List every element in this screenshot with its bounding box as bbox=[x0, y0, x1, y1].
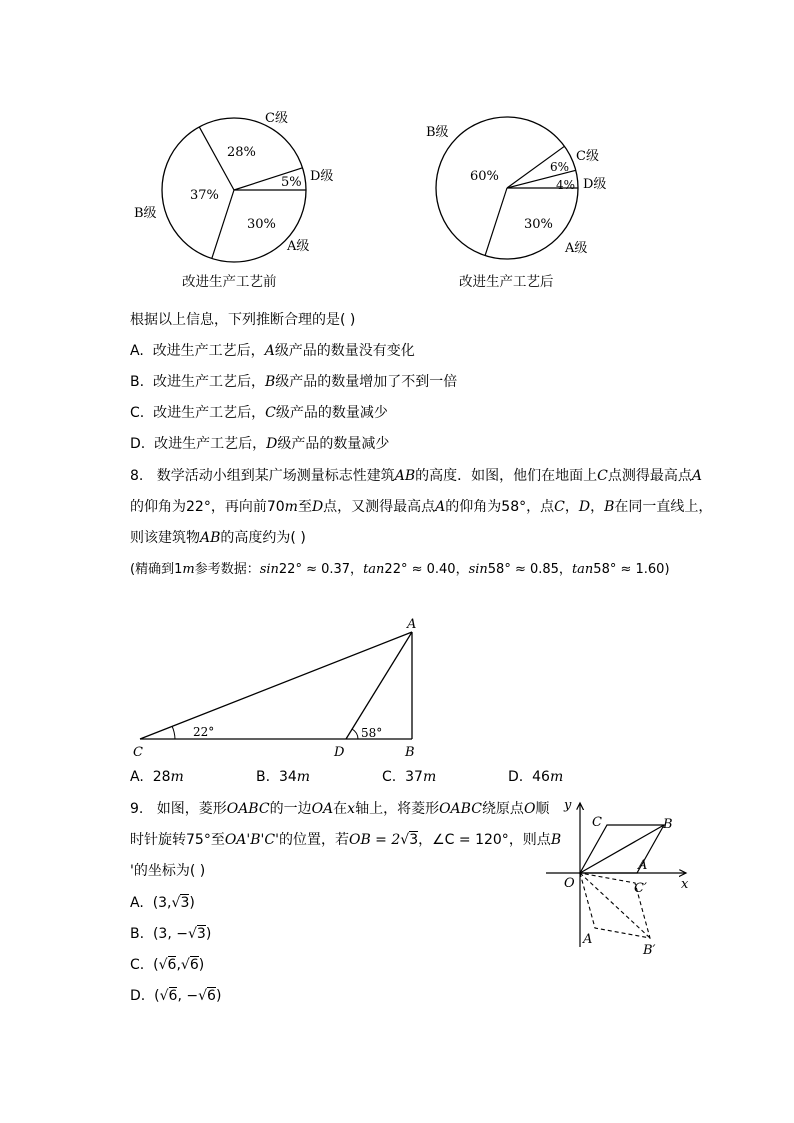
q9-rhombus-figure bbox=[540, 795, 700, 965]
num: 70 bbox=[266, 499, 285, 515]
text: 数学活动小组到某广场测量标志性建筑 bbox=[156, 468, 395, 484]
var: A bbox=[691, 468, 702, 484]
option-value: 34 bbox=[278, 769, 297, 785]
q8-line-1 bbox=[130, 466, 702, 486]
point-label-c: C bbox=[592, 815, 602, 830]
var: AB bbox=[394, 468, 416, 484]
text: ，则点 bbox=[508, 832, 551, 848]
q8-option-b bbox=[256, 767, 310, 787]
var: D bbox=[578, 499, 591, 515]
q7-stem: 根据以上信息，下列推断合理的是( ) bbox=[130, 312, 356, 328]
option-text-tail: 级产品的数量减少 bbox=[275, 405, 388, 421]
expr: OB = 2 bbox=[348, 832, 401, 848]
option-unit: m bbox=[549, 769, 564, 785]
pie-after-label-d: D级 bbox=[583, 177, 607, 192]
q7-option-b bbox=[130, 372, 457, 392]
sqrt-sign: √ bbox=[159, 988, 169, 1004]
sqrt-sign: √ bbox=[198, 988, 208, 1004]
text: (精确到 bbox=[130, 562, 175, 577]
var: O bbox=[523, 801, 536, 817]
option-value: 37 bbox=[405, 769, 423, 785]
q7-option-d bbox=[130, 434, 389, 454]
text: 至 bbox=[210, 832, 225, 848]
q9-option-d bbox=[130, 986, 221, 1006]
q9-line-1 bbox=[130, 799, 549, 819]
num: 58° bbox=[501, 499, 527, 515]
option-key: B. bbox=[130, 374, 145, 390]
radicand: 6 bbox=[168, 988, 178, 1004]
radicand: 3 bbox=[196, 926, 206, 942]
text: 的位置，若 bbox=[278, 832, 349, 848]
radicand: 6 bbox=[167, 957, 177, 973]
option-end: ) bbox=[198, 957, 205, 973]
var: D bbox=[311, 499, 324, 515]
sqrt-sign: √ bbox=[171, 895, 181, 911]
q9-option-c bbox=[130, 955, 204, 975]
pie-before-pct-b: 37% bbox=[190, 188, 219, 203]
text: ，点 bbox=[526, 499, 555, 515]
option-text-tail: 级产品的数量没有变化 bbox=[274, 343, 415, 359]
option-text: 改进生产工艺后， bbox=[153, 405, 266, 421]
question-number: 8. bbox=[130, 468, 144, 484]
angle-arc-d bbox=[352, 729, 358, 739]
pie-after-caption: 改进生产工艺后 bbox=[459, 274, 554, 290]
point-label-b: B bbox=[663, 817, 673, 832]
q8-option-c bbox=[382, 767, 436, 787]
text: 的高度．如图，他们在地面上 bbox=[415, 468, 598, 484]
option-text: ( bbox=[153, 957, 159, 973]
var: OABC bbox=[226, 801, 270, 817]
q9-option-a bbox=[130, 893, 195, 913]
q7-option-c bbox=[130, 403, 388, 423]
text: 的一边 bbox=[269, 801, 312, 817]
option-value: 46 bbox=[532, 769, 550, 785]
point-label-b: B bbox=[405, 745, 415, 760]
text: ， bbox=[418, 832, 433, 848]
q7-option-a bbox=[130, 341, 415, 361]
q9-line-2 bbox=[130, 830, 561, 850]
sqrt-sign: √ bbox=[400, 832, 410, 848]
option-text: 改进生产工艺后， bbox=[152, 374, 265, 390]
pie-before-pct-c: 28% bbox=[227, 145, 256, 160]
angle-label-22: 22° bbox=[193, 725, 215, 739]
option-end: ) bbox=[189, 895, 195, 911]
text: 点，又测得最高点 bbox=[323, 499, 436, 515]
q8-line-2 bbox=[130, 497, 712, 517]
angle-label-58: 58° bbox=[361, 726, 383, 740]
var: OA'B'C' bbox=[224, 832, 279, 848]
option-var: A bbox=[264, 343, 275, 359]
q8-option-a bbox=[130, 767, 184, 787]
radicand: 3 bbox=[180, 895, 190, 911]
q8-line-4 bbox=[130, 560, 670, 580]
option-key: B. bbox=[130, 926, 145, 942]
option-mid: , bbox=[176, 957, 181, 973]
sqrt-sign: √ bbox=[180, 957, 190, 973]
question-number: 9. bbox=[130, 801, 144, 817]
var: OA bbox=[311, 801, 334, 817]
option-key: D. bbox=[130, 988, 146, 1004]
text: 的仰角为 bbox=[130, 499, 186, 515]
num: 75° bbox=[186, 832, 211, 848]
var: B bbox=[550, 832, 562, 848]
option-key: C. bbox=[130, 957, 145, 973]
point-label-c-prime: C′ bbox=[634, 881, 647, 896]
var: C bbox=[597, 468, 608, 484]
text: 参考数据： bbox=[194, 562, 260, 577]
q8-triangle-figure bbox=[125, 615, 435, 765]
text: ， bbox=[590, 499, 605, 515]
text: 时针旋转 bbox=[130, 832, 186, 848]
point-label-o: O bbox=[564, 876, 575, 891]
var: AB bbox=[200, 530, 221, 546]
option-text: 改进生产工艺后， bbox=[154, 436, 267, 452]
option-unit: m bbox=[422, 769, 437, 785]
point-label-c: C bbox=[133, 745, 143, 760]
text: 的高度约为( ) bbox=[220, 530, 306, 546]
option-end: ) bbox=[215, 988, 222, 1004]
var: B bbox=[604, 499, 615, 515]
pie-after-label-a: A级 bbox=[565, 241, 588, 256]
text: ，再向前 bbox=[210, 499, 267, 515]
text: 至 bbox=[297, 499, 312, 515]
pie-before-pct-a: 30% bbox=[247, 217, 276, 232]
angle-arc-c bbox=[172, 726, 175, 739]
pie-after-pct-d: 4% bbox=[556, 178, 576, 192]
pie-before-label-a: A级 bbox=[287, 239, 310, 254]
option-key: D. bbox=[130, 436, 146, 452]
expr: 22° ≈ 0.37， bbox=[278, 562, 364, 577]
text: 在 bbox=[333, 801, 348, 817]
option-text: ( bbox=[154, 988, 160, 1004]
option-key: B. bbox=[256, 769, 271, 785]
var: C bbox=[554, 499, 565, 515]
option-end: ) bbox=[205, 926, 212, 942]
segment-ca bbox=[140, 632, 412, 739]
radicand: 6 bbox=[189, 957, 199, 973]
unit: m bbox=[182, 562, 195, 577]
text: 绕原点 bbox=[481, 801, 524, 817]
pie-before-caption: 改进生产工艺前 bbox=[182, 274, 277, 290]
var: A bbox=[435, 499, 446, 515]
point-label-d: D bbox=[334, 745, 345, 760]
sqrt-sign: √ bbox=[158, 957, 168, 973]
option-key: A. bbox=[130, 769, 144, 785]
pie-before-label-c: C级 bbox=[265, 111, 288, 126]
radicand: 3 bbox=[409, 832, 419, 848]
sqrt-sign: √ bbox=[187, 926, 197, 942]
option-text: (3, − bbox=[152, 926, 188, 942]
q9-line-3 bbox=[130, 861, 205, 881]
point-label-a-prime: A bbox=[583, 932, 593, 947]
option-key: A. bbox=[130, 895, 144, 911]
text: 的仰角为 bbox=[445, 499, 502, 515]
func: sin bbox=[259, 562, 279, 577]
text: ， bbox=[564, 499, 579, 515]
pie-chart-after bbox=[410, 100, 650, 300]
num: 1 bbox=[174, 562, 183, 577]
text: 点测得最高点 bbox=[607, 468, 692, 484]
func: tan bbox=[571, 562, 594, 577]
option-value: 28 bbox=[152, 769, 171, 785]
text: 轴上，将菱形 bbox=[355, 801, 440, 817]
expr: ∠C = 120° bbox=[432, 832, 509, 848]
func: sin bbox=[468, 562, 488, 577]
pie-after-label-b: B级 bbox=[426, 125, 449, 140]
text: 顺 bbox=[535, 801, 550, 817]
expr: 58° ≈ 0.85， bbox=[487, 562, 572, 577]
pie-after-pct-a: 30% bbox=[524, 217, 553, 232]
option-key: A. bbox=[130, 343, 144, 359]
option-mid: , − bbox=[177, 988, 199, 1004]
option-unit: m bbox=[296, 769, 311, 785]
option-text-tail: 级产品的数量减少 bbox=[277, 436, 390, 452]
q8-line-3 bbox=[130, 528, 306, 548]
pie-after-label-c: C级 bbox=[576, 149, 599, 164]
option-text: (3, bbox=[152, 895, 172, 911]
text: '的坐标为( ) bbox=[130, 863, 206, 879]
pie-after-pct-b: 60% bbox=[470, 169, 499, 184]
pie-before-label-b: B级 bbox=[134, 206, 157, 221]
num: 22° bbox=[186, 499, 211, 515]
diagonal-ob bbox=[580, 825, 664, 873]
expr: 58° ≈ 1.60) bbox=[593, 562, 670, 577]
q9-option-b bbox=[130, 924, 211, 944]
option-key: D. bbox=[508, 769, 524, 785]
pie-before-label-d: D级 bbox=[310, 169, 334, 184]
pie-before-pct-d: 5% bbox=[281, 175, 302, 190]
text: 在同一直线上， bbox=[614, 499, 713, 515]
func: tan bbox=[363, 562, 385, 577]
option-unit: m bbox=[170, 769, 184, 785]
option-var: C bbox=[265, 405, 276, 421]
text: 则该建筑物 bbox=[130, 530, 200, 546]
point-label-a: A bbox=[407, 617, 417, 632]
axis-label-x: x bbox=[681, 877, 689, 892]
var: OABC bbox=[439, 801, 482, 817]
pie-after-slice-boundary bbox=[485, 188, 507, 256]
pie-after-pct-c: 6% bbox=[550, 160, 570, 174]
var: x bbox=[347, 801, 356, 817]
option-var: D bbox=[266, 436, 278, 452]
segment-da bbox=[346, 632, 412, 739]
q8-option-d bbox=[508, 767, 563, 787]
option-text-tail: 级产品的数量增加了不到一倍 bbox=[275, 374, 458, 390]
option-var: B bbox=[264, 374, 276, 390]
option-text: 改进生产工艺后， bbox=[152, 343, 265, 359]
point-label-b-prime: B′ bbox=[643, 943, 656, 958]
pie-chart-before bbox=[120, 100, 360, 300]
option-key: C. bbox=[382, 769, 397, 785]
text: 如图，菱形 bbox=[156, 801, 227, 817]
unit: m bbox=[284, 499, 298, 515]
expr: 22° ≈ 0.40， bbox=[384, 562, 469, 577]
axis-label-y: y bbox=[564, 798, 572, 813]
option-key: C. bbox=[130, 405, 145, 421]
point-label-a: A bbox=[638, 858, 648, 873]
radicand: 6 bbox=[207, 988, 216, 1004]
